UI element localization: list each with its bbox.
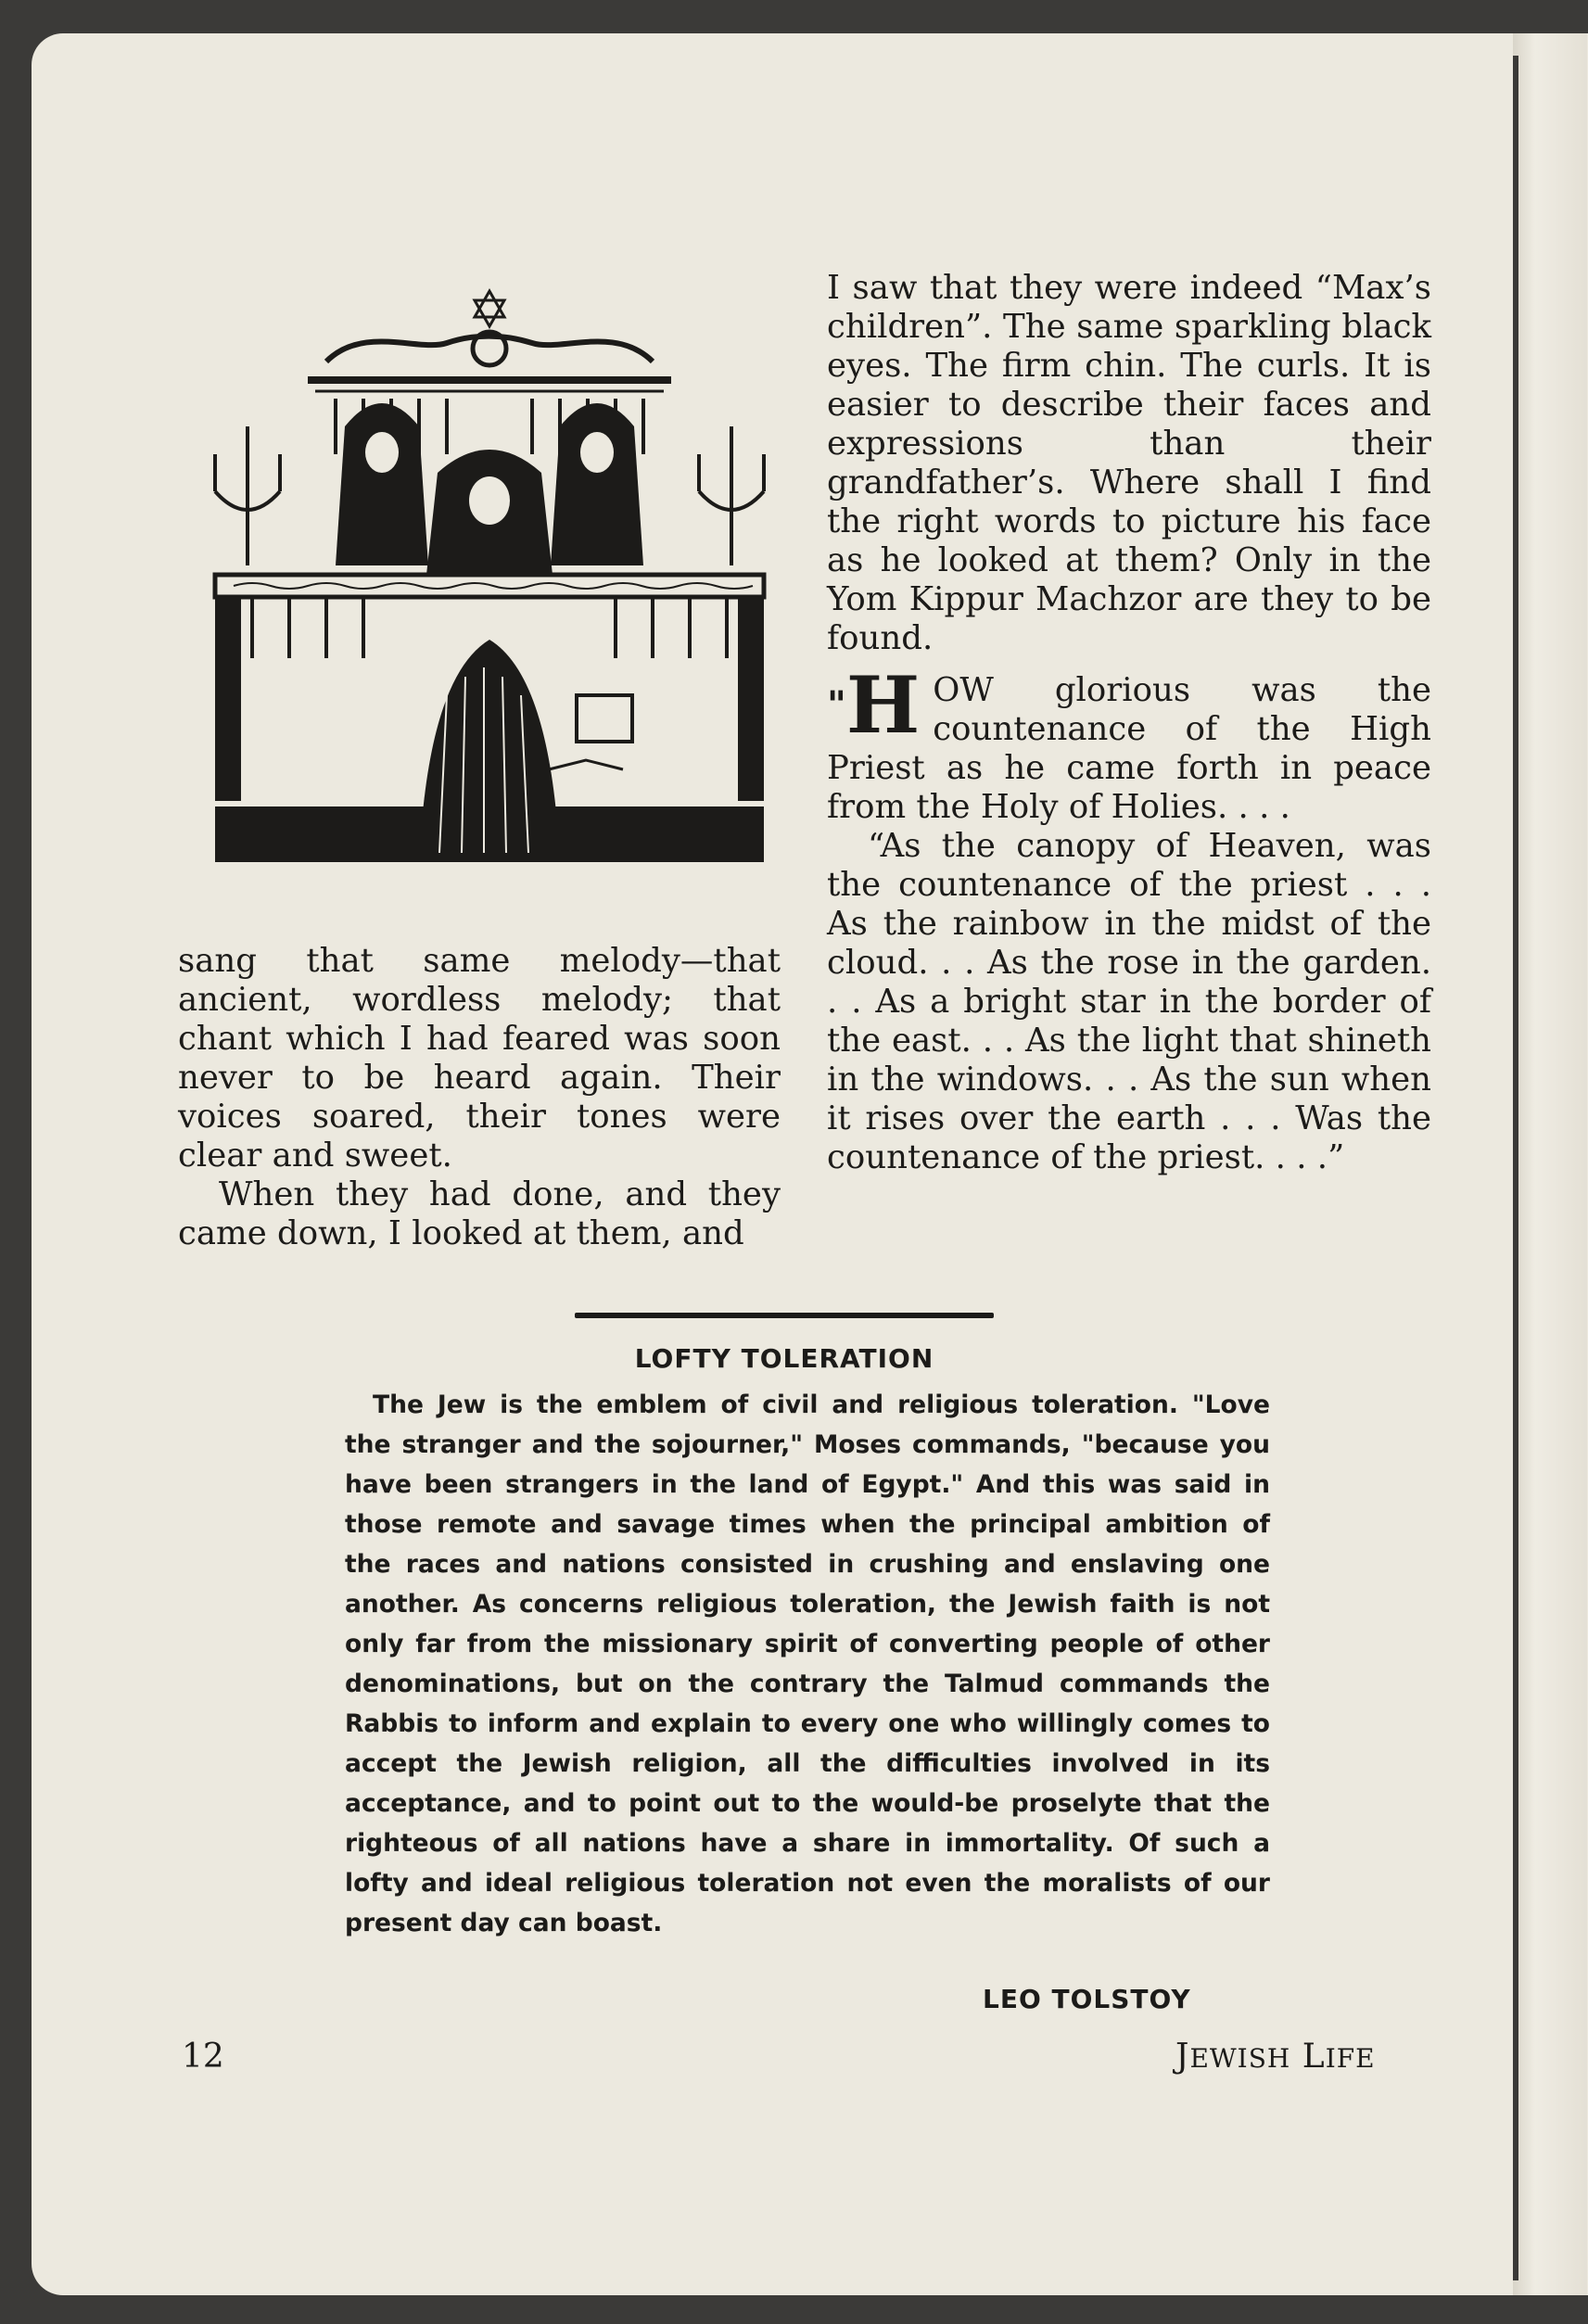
right-paragraph-3: “As the canopy of Heaven, was the countenance of the priest . . . As the rainbow in the midst of the cloud. . . As the rose in the garden. . . As a bright star in the border of the east. . . As the light that shineth in the windows. . . As the sun when it rises over the earth . . . Was the countenance of the priest. . . .”: [827, 827, 1431, 1176]
right-paragraph-2: [827, 659, 1431, 827]
sidebar-title: LOFTY TOLERATION: [634, 1343, 934, 1374]
right-paragraph-1: I saw that they were indeed “Max’s children”. The same sparkling black eyes. The firm chin. The curls. It is easier to describe their faces and expressions than their grandfather’s. Where shall I find the right words to picture his face as he looked at them? Only in the Yom Kippur Machzor are they to be found.: [827, 269, 1431, 657]
sidebar-quote-text: The Jew is the emblem of civil and religious toleration. "Love the stranger and the sojourner," Moses commands, "because you have been strangers in the land of Egypt." And this was said in those remote and savage times when the principal ambition of the races and nations consisted in crushing and enslaving one another. As concerns religious toleration, the Jewish faith is not only far from the missionary spirit of converting people of other denominations, but on the contrary the Talmud commands the Rabbis to inform and explain to every one who willingly comes to accept the Jewish religion, all the difficulties involved in its acceptance, and to point out to the would-be proselyte that the righteous of all nations have a share in immortality. Of such a lofty and ideal religious toleration not even the moralists of our present day can boast.: [345, 1391, 1270, 1937]
next-page-edge: [1513, 33, 1587, 2295]
sidebar-body: [345, 1385, 1270, 1943]
right-paragraph-2-text: OW glorious was the countenance of the High Priest as he came forth in peace from the Holy of Holies. . . .: [827, 671, 1431, 826]
left-column-text: [178, 942, 781, 1253]
binding-shadow: [1513, 56, 1518, 2280]
page-number: 12: [182, 2038, 224, 2076]
right-column-text: [827, 269, 1431, 1177]
magazine-name: JEWISH LIFE: [1175, 2038, 1376, 2076]
left-paragraph-1: sang that same melody—that ancient, wordless melody; that chant which I had feared was soon never to be heard again. Their voices soared, their tones were clear and sweet.: [178, 942, 781, 1175]
sidebar-author: LEO TOLSTOY: [983, 1984, 1191, 2014]
left-paragraph-2: When they had done, and they came down, I looked at them, and: [178, 1175, 781, 1252]
drop-cap: "H: [827, 659, 921, 751]
cantors-illustration: [197, 269, 782, 918]
divider-rule: [575, 1313, 994, 1318]
